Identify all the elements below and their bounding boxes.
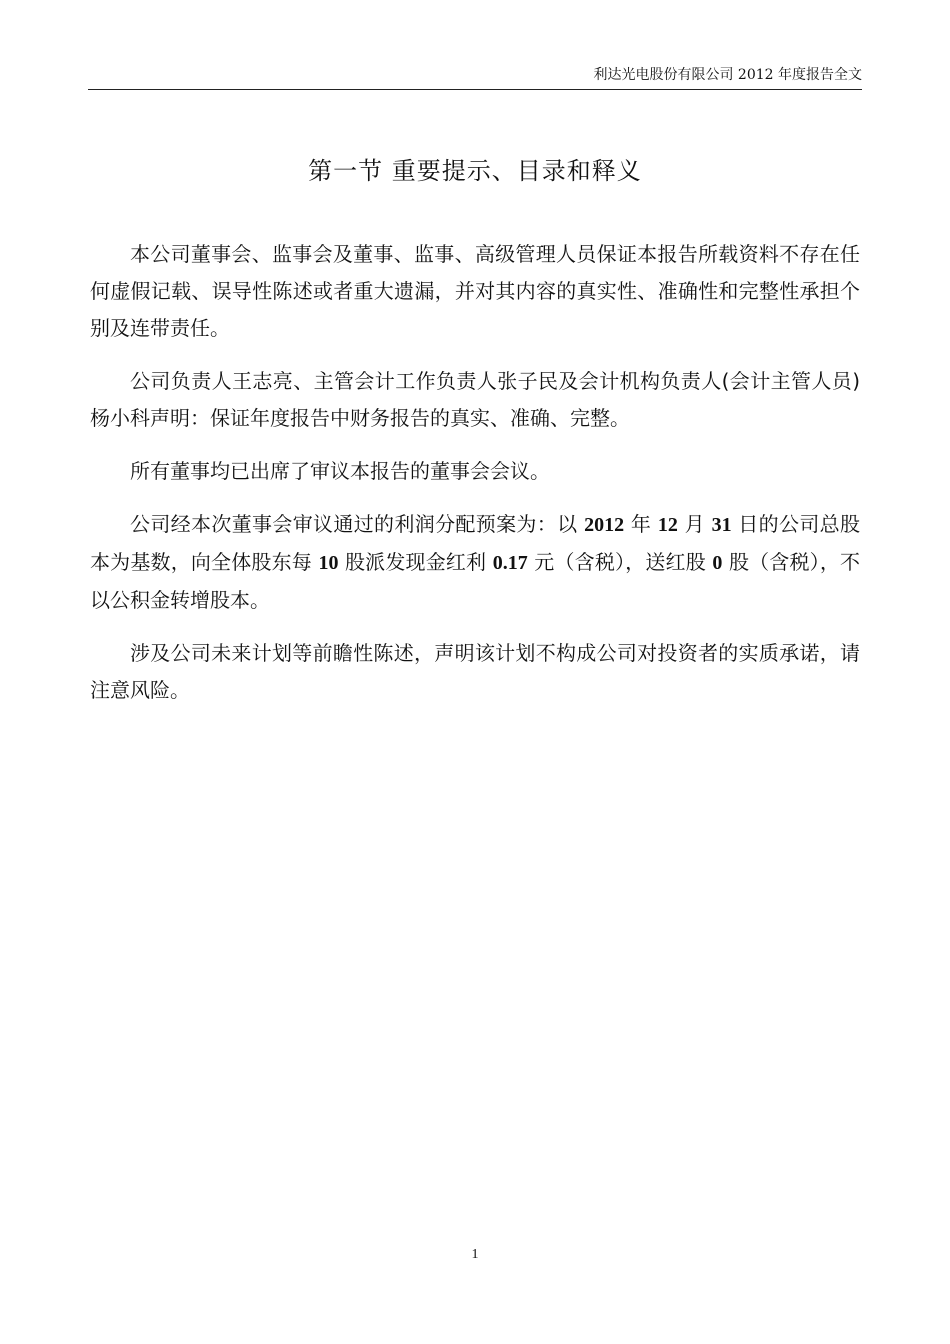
section-title: 第一节 重要提示、目录和释义 (308, 157, 642, 185)
header-text: 利达光电股份有限公司 2012 年度报告全文 (593, 67, 862, 83)
distribution-share-base: 10 (318, 552, 339, 574)
distribution-bonus-shares: 0 (712, 552, 723, 574)
distribution-month: 12 (657, 514, 678, 536)
paragraph-profit-distribution (90, 506, 860, 619)
paragraph-financial-declaration: 公司负责人王志亮、主管会计工作负责人张子民及会计机构负责人(会计主管人员)杨小科声明：保证年度报告中财务报告的真实、准确、完整。 (90, 369, 860, 430)
distribution-text: 月 (677, 512, 712, 536)
distribution-text: 股（含税），不以公积金转增股本。 (90, 550, 861, 612)
paragraph-responsibility-statement: 本公司董事会、监事会及董事、监事、高级管理人员保证本报告所载资料不存在任何虚假记载、误导性陈述或者重大遗漏，并对其内容的真实性、准确性和完整性承担个别及连带责任。 (90, 242, 860, 340)
distribution-text: 股派发现金红利 (338, 550, 493, 574)
page-header (88, 66, 862, 90)
distribution-year: 2012 (584, 514, 625, 536)
distribution-text: 公司经本次董事会审议通过的利润分配预案为：以 (130, 512, 585, 536)
page-number: 1 (471, 1247, 479, 1262)
distribution-cash-dividend: 0.17 (492, 552, 528, 574)
distribution-text: 日的公司总股本为基数，向全体股东每 (90, 512, 860, 574)
distribution-day: 31 (711, 514, 732, 536)
distribution-text: 元（含税），送红股 (527, 550, 713, 574)
paragraph-forward-looking-risk: 涉及公司未来计划等前瞻性陈述，声明该计划不构成公司对投资者的实质承诺，请注意风险。 (90, 641, 860, 702)
paragraph-board-attendance: 所有董事均已出席了审议本报告的董事会会议。 (130, 459, 550, 483)
distribution-text: 年 (624, 512, 658, 536)
document-body (90, 236, 860, 709)
